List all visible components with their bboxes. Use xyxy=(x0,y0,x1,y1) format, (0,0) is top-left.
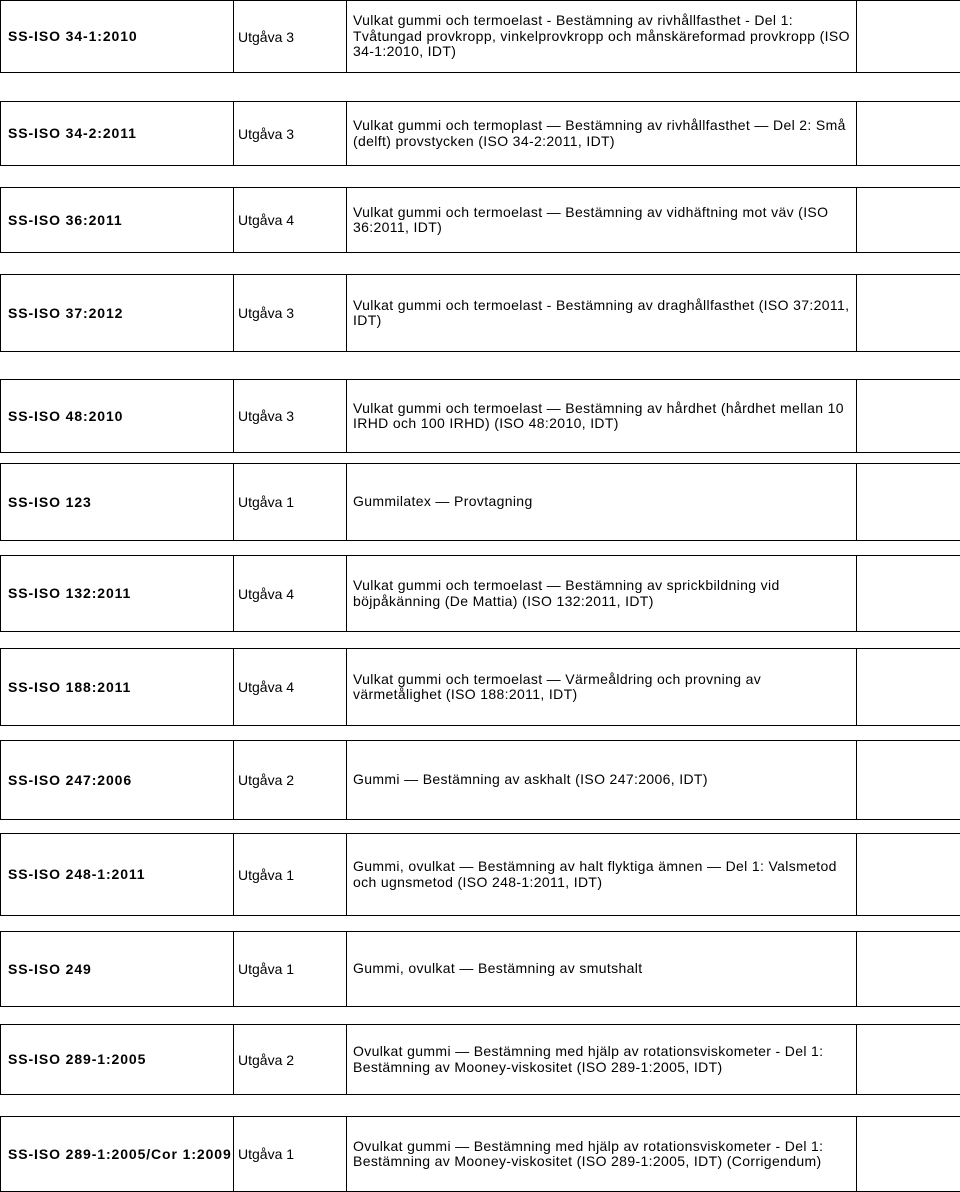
empty-cell xyxy=(856,555,960,632)
title-cell xyxy=(346,463,856,541)
edition-cell xyxy=(233,1116,346,1192)
standard-code: SS-ISO 289-1:2005/Cor 1:2009 xyxy=(8,1145,232,1162)
title-cell xyxy=(346,931,856,1007)
standard-title: Vulkat gummi och termoelast - Bestämning av draghållfasthet (ISO 37:2011, IDT) xyxy=(353,296,850,328)
edition-label: Utgåva 1 xyxy=(238,1146,295,1162)
title-cell xyxy=(346,1116,856,1192)
standard-code: SS-ISO 37:2012 xyxy=(8,304,124,321)
empty-cell xyxy=(856,1116,960,1192)
empty-cell xyxy=(856,740,960,820)
edition-label: Utgåva 3 xyxy=(238,125,295,142)
title-cell xyxy=(346,0,856,73)
edition-label: Utgåva 1 xyxy=(238,494,295,510)
standard-code: SS-ISO 247:2006 xyxy=(8,771,133,788)
empty-cell xyxy=(856,274,960,352)
standard-title: Vulkat gummi och termoelast — Bestämning av hårdhet (hårdhet mellan 10 IRHD och 100 IRHD) (ISO 48:2010, IDT) xyxy=(353,399,844,431)
empty-cell xyxy=(856,1024,960,1095)
empty-cell xyxy=(856,101,960,166)
edition-cell xyxy=(233,187,346,253)
edition-cell xyxy=(233,555,346,632)
standard-row xyxy=(0,555,960,632)
empty-cell xyxy=(856,833,960,916)
standard-title: Gummi — Bestämning av askhalt (ISO 247:2006, IDT) xyxy=(353,771,708,788)
standard-code-cell xyxy=(0,1024,233,1095)
edition-label: Utgåva 3 xyxy=(238,305,295,321)
standard-code: SS-ISO 123 xyxy=(8,493,92,510)
standard-code-cell xyxy=(0,1116,233,1192)
standard-code-cell xyxy=(0,0,233,73)
standard-code: SS-ISO 34-1:2010 xyxy=(8,28,138,44)
title-cell xyxy=(346,274,856,352)
standard-code-cell xyxy=(0,555,233,632)
standard-code: SS-ISO 188:2011 xyxy=(8,678,132,695)
standard-title: Gummilatex — Provtagning xyxy=(353,493,533,510)
title-cell xyxy=(346,187,856,253)
title-cell xyxy=(346,1024,856,1095)
empty-cell xyxy=(856,463,960,541)
standard-row xyxy=(0,0,960,73)
standard-code-cell xyxy=(0,463,233,541)
empty-cell xyxy=(856,648,960,726)
standard-title: Vulkat gummi och termoplast — Bestämning av rivhållfasthet — Del 2: Små (delft) provstycken (ISO 34-2:2011, IDT) xyxy=(353,117,846,149)
title-cell xyxy=(346,555,856,632)
standard-row xyxy=(0,931,960,1007)
edition-label: Utgåva 4 xyxy=(238,212,295,228)
standard-code-cell xyxy=(0,648,233,726)
title-cell xyxy=(346,648,856,726)
standard-code: SS-ISO 289-1:2005 xyxy=(8,1051,147,1067)
standard-code: SS-ISO 36:2011 xyxy=(8,211,123,228)
standard-code-cell xyxy=(0,274,233,352)
standard-code-cell xyxy=(0,740,233,820)
standard-code: SS-ISO 248-1:2011 xyxy=(8,866,146,882)
standard-row xyxy=(0,1024,960,1095)
standard-title: Ovulkat gummi — Bestämning med hjälp av rotationsviskometer - Del 1: Bestämning av Mooney-viskositet (ISO 289-1:2005, IDT) xyxy=(353,1043,824,1075)
standard-code-cell xyxy=(0,833,233,916)
standard-title: Ovulkat gummi — Bestämning med hjälp av rotationsviskometer - Del 1: Bestämning av Mooney-viskositet (ISO 289-1:2005, IDT) (Corrigendum) xyxy=(353,1137,824,1169)
edition-cell xyxy=(233,101,346,166)
edition-label: Utgåva 3 xyxy=(238,408,295,424)
title-cell xyxy=(346,833,856,916)
standard-row xyxy=(0,274,960,352)
edition-cell xyxy=(233,274,346,352)
standard-row xyxy=(0,101,960,166)
standard-code: SS-ISO 34-2:2011 xyxy=(8,125,137,141)
edition-label: Utgåva 4 xyxy=(238,585,295,602)
edition-cell xyxy=(233,0,346,73)
empty-cell xyxy=(856,931,960,1007)
standard-title: Vulkat gummi och termoelast — Värmeåldring och provning av värmetålighet (ISO 188:2011, IDT) xyxy=(353,670,762,702)
edition-label: Utgåva 1 xyxy=(238,961,295,977)
standard-code: SS-ISO 132:2011 xyxy=(8,585,132,601)
standard-row xyxy=(0,648,960,726)
title-cell xyxy=(346,379,856,453)
edition-cell xyxy=(233,931,346,1007)
standard-title: Vulkat gummi och termoelast — Bestämning av vidhäftning mot väv (ISO 36:2011, IDT) xyxy=(353,203,829,235)
edition-cell xyxy=(233,463,346,541)
edition-cell xyxy=(233,833,346,916)
edition-cell xyxy=(233,740,346,820)
standard-code: SS-ISO 48:2010 xyxy=(8,407,124,424)
edition-cell xyxy=(233,1024,346,1095)
standard-code: SS-ISO 249 xyxy=(8,960,92,977)
edition-label: Utgåva 3 xyxy=(238,28,295,45)
standard-title: Gummi, ovulkat — Bestämning av halt flyktiga ämnen — Del 1: Valsmetod och ugnsmetod (ISO 248-1:2011, IDT) xyxy=(353,858,837,890)
title-cell xyxy=(346,101,856,166)
standard-row xyxy=(0,187,960,253)
edition-cell xyxy=(233,648,346,726)
empty-cell xyxy=(856,187,960,253)
standard-row xyxy=(0,379,960,453)
standard-code-cell xyxy=(0,101,233,166)
edition-label: Utgåva 2 xyxy=(238,772,295,788)
empty-cell xyxy=(856,379,960,453)
standard-title: Gummi, ovulkat — Bestämning av smutshalt xyxy=(353,960,643,977)
standard-code-cell xyxy=(0,379,233,453)
standard-row xyxy=(0,463,960,541)
edition-cell xyxy=(233,379,346,453)
edition-label: Utgåva 2 xyxy=(238,1051,295,1068)
standard-row xyxy=(0,740,960,820)
standard-title: Vulkat gummi och termoelast — Bestämning av sprickbildning vid böjpåkänning (De Mattia) (ISO 132:2011, IDT) xyxy=(353,577,780,609)
edition-label: Utgåva 1 xyxy=(238,866,295,883)
empty-cell xyxy=(856,0,960,73)
standard-title: Vulkat gummi och termoelast - Bestämning av rivhållfasthet - Del 1: Tvåtungad provkropp, vinkelprovkropp och månskäreformad provkropp (ISO 34-1:2010, IDT) xyxy=(353,12,850,60)
standard-row xyxy=(0,833,960,916)
edition-label: Utgåva 4 xyxy=(238,679,295,695)
standard-row xyxy=(0,1116,960,1192)
title-cell xyxy=(346,740,856,820)
standard-code-cell xyxy=(0,187,233,253)
standard-code-cell xyxy=(0,931,233,1007)
